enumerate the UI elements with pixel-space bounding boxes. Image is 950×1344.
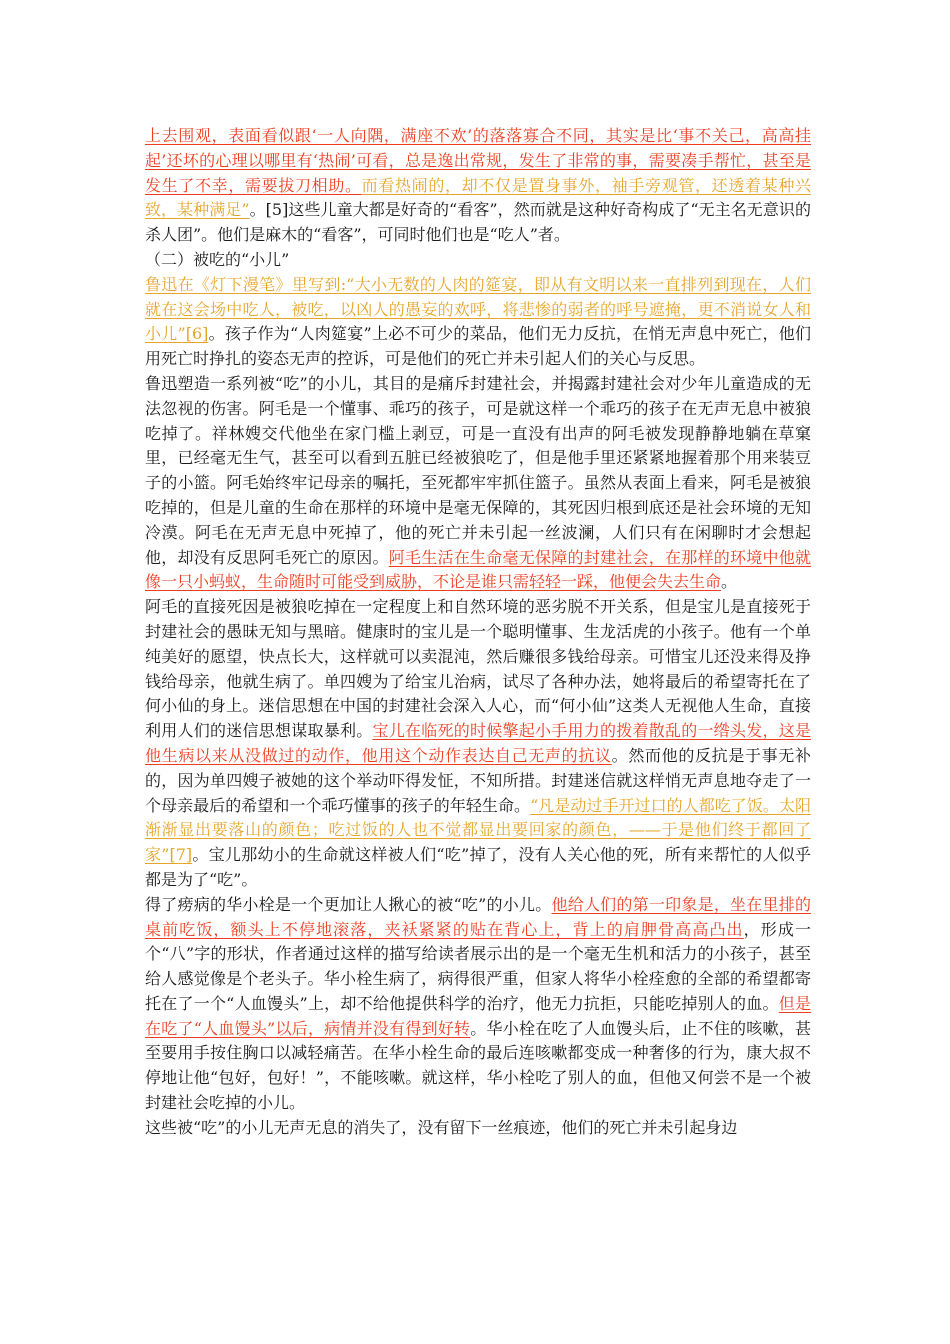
highlight-red-underline: 但是在吃了“人血馒头”以后，病情并没有得到好转 [145, 993, 811, 1038]
body-text: 得了痨病的华小栓是一个更加让人揪心的被“吃”的小儿。 [145, 894, 552, 914]
highlight-red-underline: 宝儿在临死的时候擎起小手用力的拨着散乱的一绺头发，这是他生病以来从没做过的动作，他用这个动作表达自己无声的抗议 [145, 721, 811, 765]
paragraph-amao [145, 372, 811, 595]
body-text: 。[5]这些儿童大都是好奇的“看客”，然而就是这种好奇构成了“无主名无意识的杀人团”。他们是麻木的“看客”，可同时他们也是“吃人”者。 [145, 200, 811, 245]
body-text: 。然而他的反抗是于事无补的，因为单四嫂子被她的这个举动吓得发怔，不知所措。封建迷信就这样悄无声息地夺走了一个母亲最后的希望和一个乖巧懂事的孩子的年轻生命。 [145, 745, 811, 815]
highlight-red-underline: 阿毛生活在生命毫无保障的封建社会，在那样的环境中他就像一只小蚂蚁，生命随时可能受到威胁，不论是谁只需轻轻一踩，他便会失去生命 [145, 547, 811, 592]
highlight-yellow-underline: 而看热闹的，却不仅是置身事外，袖手旁观管，还透着某种兴致，某种满足” [145, 175, 811, 220]
body-text: ，形成一个“八”字的形状，作者通过这样的描写给读者展示出的是一个毫无生机和活力的小孩子，甚至给人感觉像是个老头子。华小栓生病了，病得很严重，但家人将华小栓痊愈的全部的希望都寄托在了一个“人血馒头”上，却不给他提供科学的治疗，他无力抗拒，只能吃掉别人的血。 [145, 919, 811, 1013]
body-text: 阿毛的直接死因是被狼吃掉在一定程度上和自然环境的恶劣脱不开关系，但是宝儿是直接死于封建社会的愚昧无知与黑暗。健康时的宝儿是一个聪明懂事、生龙活虎的小孩子。他有一个单纯美好的愿望，快点长大，这样就可以卖混沌，然后赚很多钱给母亲。可惜宝儿还没来得及挣钱给母亲，他就生病了。单四嫂为了给宝儿治病，试尽了各种办法，她将最后的希望寄托在了何小仙的身上。迷信思想在中国的封建社会深入人心，而“何小仙”这类人无视他人生命，直接利用人们的迷信思想谋取暴利。 [145, 597, 811, 741]
highlight-red-underline: 上去围观，表面看似跟‘一人向隅，满座不欢’的落落寡合不同，其实是比‘事不关己，高高挂起’还坏的心理以哪里有‘热闹’可看，总是逸出常规，发生了非常的事，需要凑手帮忙，甚至是发生了不幸，需要拔刀相助。 [145, 126, 811, 195]
paragraph-quote-lamp [145, 273, 811, 372]
document-body [145, 124, 811, 1141]
highlight-red-underline: 他给人们的第一印象是，坐在里排的桌前吃饭，额头上不停地滚落，夹袄紧紧的贴在背心上，背上的肩胛骨高高凸出 [145, 894, 811, 939]
paragraph-bystanders-conclusion [145, 124, 811, 248]
section-heading-text: （二）被吃的“小儿” [145, 249, 290, 269]
body-text: 鲁迅塑造一系列被“吃”的小儿，其目的是痛斥封建社会，并揭露封建社会对少年儿童造成的无法忽视的伤害。阿毛是一个懂事、乖巧的孩子，可是就这样一个乖巧的孩子在无声无息中被狼吃掉了。祥林嫂交代他坐在家门槛上剥豆，可是一直没有出声的阿毛被发现静静地躺在草窠里，已经毫无生气，甚至可以看到五脏已经被狼吃了，但是他手里还紧紧地握着那个用来装豆子的小篮。阿毛始终牢记母亲的嘱托，至死都牢牢抓住篮子。虽然从表面上看来，阿毛是被狼吃掉的，但是儿童的生命在那样的环境中是毫无保障的，其死因归根到底还是社会环境的无知冷漠。阿毛在无声无息中死掉了，他的死亡并未引起一丝波澜，人们只有在闲聊时才会想起他，却没有反思阿毛死亡的原因。 [145, 373, 811, 567]
body-text: 。 [721, 572, 738, 592]
body-text: 。华小栓在吃了人血馒头后，止不住的咳嗽，甚至要用手按住胸口以减轻痛苦。在华小栓生命的最后连咳嗽都变成一种奢侈的行为，康大叔不停地让他“包好，包好！”，不能咳嗽。就这样，华小栓吃了别人的血，但他又何尝不是一个被封建社会吃掉的小儿。 [145, 1018, 811, 1113]
highlight-yellow-underline: 鲁迅在《灯下漫笔》里写到:“大小无数的人肉的筵宴，即从有文明以来一直排列到现在，人们就在这会场中吃人，被吃，以凶人的愚妄的欢呼，将悲惨的弱者的呼号遮掩，更不消说女人和小儿”[6] [145, 274, 811, 344]
paragraph-closing [145, 1116, 811, 1141]
body-text: 。宝儿那幼小的生命就这样被人们“吃”掉了，没有人关心他的死，所有来帮忙的人似乎都是为了“吃”。 [145, 845, 811, 889]
paragraph-huaxiaoshuan [145, 893, 811, 1116]
paragraph-baoer [145, 595, 811, 893]
body-text: 这些被“吃”的小儿无声无息的消失了，没有留下一丝痕迹，他们的死亡并未引起身边 [145, 1117, 738, 1137]
highlight-yellow-underline: “凡是动过手开过口的人都吃了饭。太阳渐渐显出要落山的颜色；吃过饭的人也不觉都显出要回家的颜色，——于是他们终于都回了家”[7] [145, 795, 811, 865]
section-heading [145, 248, 811, 273]
body-text: 。孩子作为“人肉筵宴”上必不可少的菜品，他们无力反抗，在悄无声息中死亡，他们用死亡时挣扎的姿态无声的控诉，可是他们的死亡并未引起人们的关心与反思。 [145, 324, 811, 369]
